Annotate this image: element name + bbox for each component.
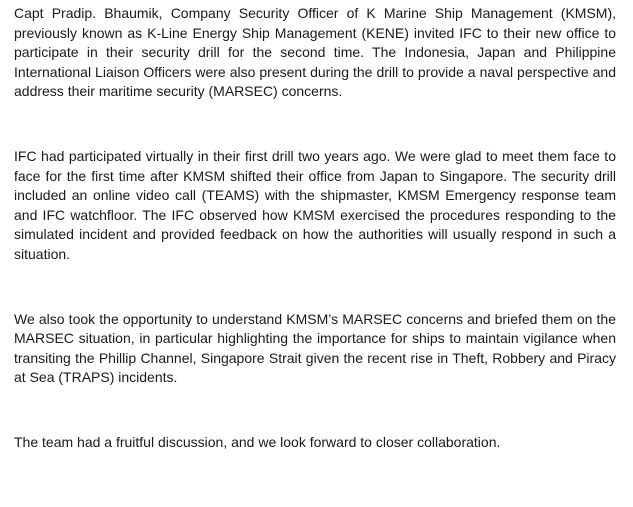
paragraph-intro: Capt Pradip. Bhaumik, Company Security Officer of K Marine Ship Management (KMSM), previously known as K-Line Energy Ship Management (KENE) invited IFC to their new office to participate in their security drill for the second time. The Indonesia, Japan and Philippine International Liaison Officers were also present during the drill to provide a naval perspective and address their maritime security (MARSEC) concerns. — [14, 5, 616, 100]
paragraph-drill-details: IFC had participated virtually in their first drill two years ago. We were glad to meet them face to face for the first time after KMSM shifted their office from Japan to Singapore. The security drill included an online video call (TEAMS) with the shipmaster, KMSM Emergency response team and IFC watchfloor. The IFC observed how KMSM exercised the procedures responding to the simulated incident and provided feedback on how the authorities will usually respond in such a situation. — [14, 147, 616, 262]
paragraph-marsec-briefing: We also took the opportunity to understand KMSM’s MARSEC concerns and briefed them on the MARSEC situation, in particular highlighting the importance for ships to maintain vigilance when transiting the Phillip Channel, Singapore Strait given the recent rise in Theft, Robbery and Piracy at Sea (TRAPS) incidents. — [14, 310, 616, 386]
paragraph-closing: The team had a fruitful discussion, and we look forward to closer collaboration. — [14, 433, 501, 450]
document-body — [14, 4, 616, 453]
